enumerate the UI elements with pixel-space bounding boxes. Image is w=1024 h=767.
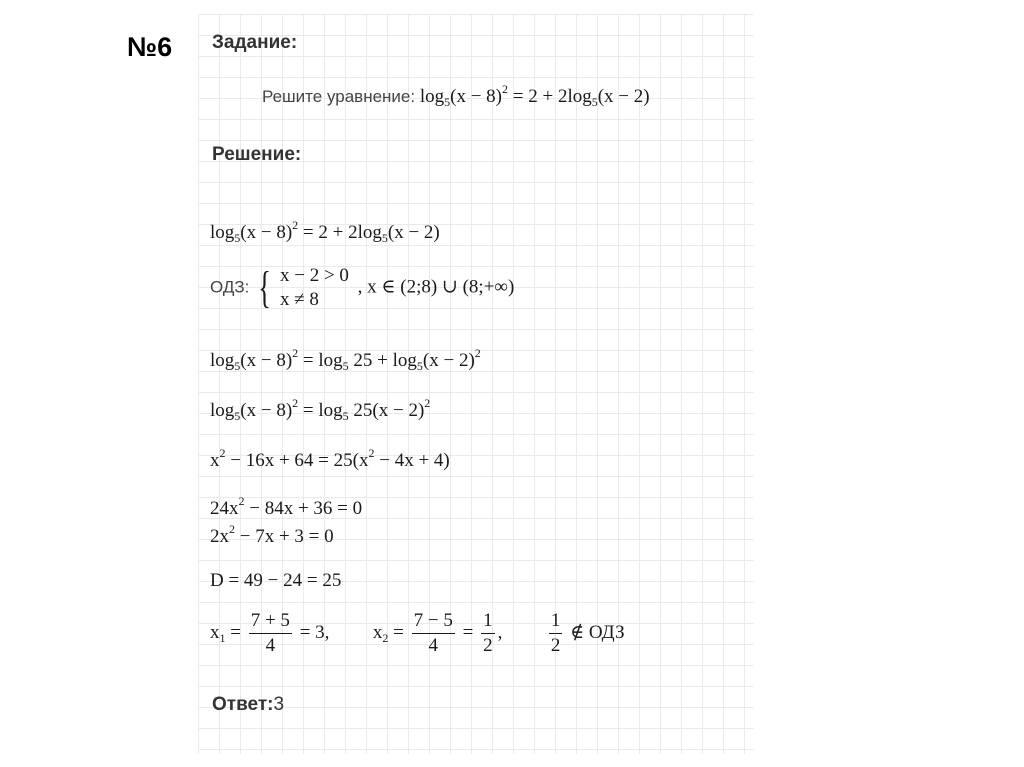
answer-value: 3 bbox=[273, 694, 285, 715]
odz-label: ОДЗ: bbox=[210, 277, 250, 297]
system-brace: { bbox=[258, 263, 272, 312]
quad2-lead: 2x bbox=[210, 526, 229, 547]
step-expanded: $x^2 - 16x + 64 = 25(x^2 - 4x + 4)$ bbox=[210, 446, 450, 471]
odz-condition-1: x − 2 > 0 bbox=[279, 265, 349, 286]
x1-value: = 3, bbox=[299, 621, 330, 643]
task-heading: Задание: bbox=[212, 32, 298, 53]
answer-label: Ответ: bbox=[212, 694, 274, 715]
solution-step-equation: $\log_5(x - 8)^2 = 2 + 2\log_5(x - 2)$ bbox=[210, 218, 440, 245]
odz-condition-2: x ≠ 8 bbox=[279, 289, 319, 310]
quad2-rest: − 7x + 3 = 0 bbox=[235, 526, 334, 547]
step-quadratic-1: $24x^2 - 84x + 36 = 0$ bbox=[210, 494, 363, 519]
task-prompt-label: Решите уравнение: bbox=[262, 87, 416, 106]
quad1-rest: − 84x + 36 = 0 bbox=[244, 498, 363, 519]
task-equation: Решите уравнение: $\log_5(x - 8)^2 = 2 + 2\log_5(x - 2)$ bbox=[262, 82, 650, 109]
excluded-root-note: ∉ ОДЗ bbox=[570, 621, 625, 643]
step-discriminant: D = 49 − 24 = 25 bbox=[210, 570, 342, 591]
excluded-root-fraction: $\frac{1}{2}$ bbox=[550, 610, 561, 656]
x2-value-fraction: $\frac{1}{2}$ bbox=[483, 610, 493, 656]
answer-line bbox=[212, 694, 284, 716]
odz-system bbox=[280, 264, 349, 312]
step-quadratic-2: $2x^2 - 7x + 3 = 0$ bbox=[210, 522, 334, 547]
step-log-product: $\log_5(x - 8)^2 = \log_5 25(x - 2)^2$ bbox=[210, 396, 431, 423]
slide-number: №6 bbox=[127, 32, 173, 62]
solution-sheet bbox=[198, 14, 754, 754]
x2-fraction: $\frac{7 - 5}{4}$ bbox=[413, 610, 453, 656]
x1-fraction: $\frac{7 + 5}{4}$ bbox=[250, 610, 290, 656]
solution-heading: Решение: bbox=[212, 144, 302, 165]
odz-interval: , x ∈ (2;8) ∪ (8;+∞) bbox=[357, 276, 515, 298]
quad1-lead: 24x bbox=[210, 498, 239, 519]
step-roots: $x_1$ = $\frac{7 + 5}{4}$ = 3, $x_2$ = $\frac{7 - 5}{4}$ = $\frac{1}{2}$ , $\frac{1}{2}$ ∉ ОДЗ bbox=[210, 610, 625, 656]
step-log-sum: $\log_5(x - 8)^2 = \log_5 25 + \log_5(x - 2)^2$ bbox=[210, 346, 481, 373]
odz-block bbox=[210, 264, 514, 312]
